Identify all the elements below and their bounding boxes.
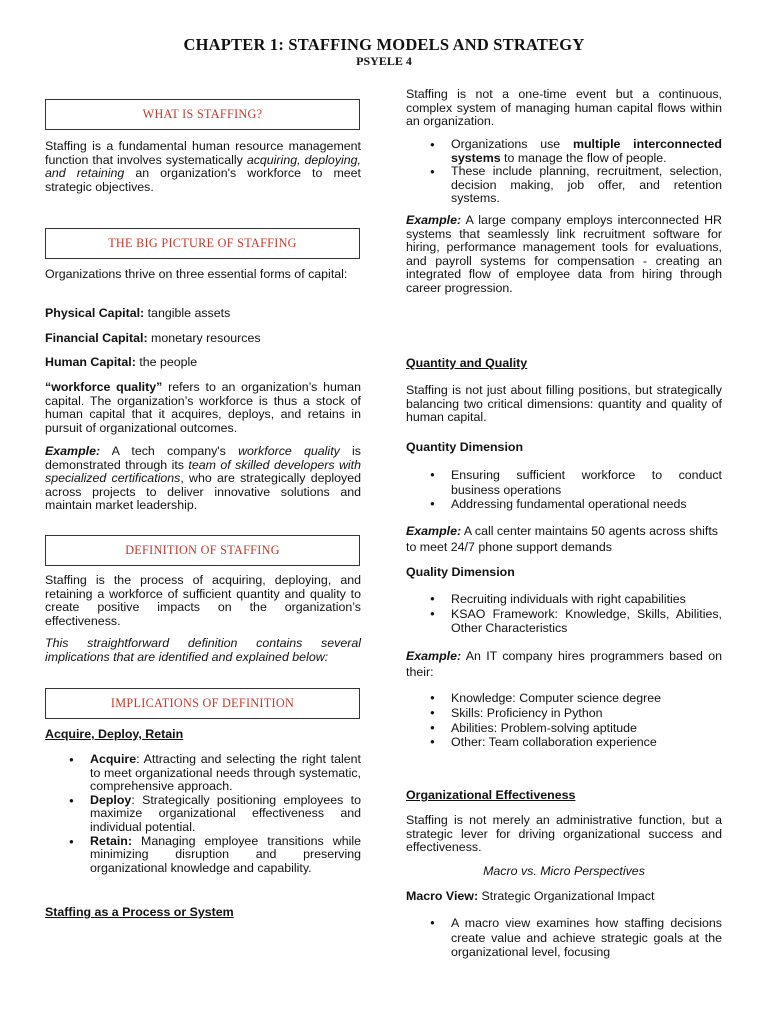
system-list	[406, 138, 722, 206]
label: Physical Capital:	[45, 306, 145, 320]
adr-heading: Acquire, Deploy, Retain	[45, 727, 184, 741]
text-run: A tech company's	[100, 444, 239, 458]
capital-intro: Organizations thrive on three essential forms of capital:	[45, 267, 348, 281]
org-effectiveness-text: Staffing is not merely an administrative function, but a strategic lever for driving organizational success and effectiveness.	[406, 813, 722, 855]
quantity-quality-text: Staffing is not just about filling positions, but strategically balancing two critical dimensions: quantity and quality of human capital.	[406, 383, 722, 425]
list-item	[45, 794, 361, 835]
text-run: Strategic Organizational Impact	[478, 889, 655, 903]
text-run: , who are strategically deployed across projects to deliver innovative solutions and maintain market leadership.	[45, 471, 361, 513]
text-run: Managing employee transitions while minimizing disruption and preserving organizational knowledge and capability.	[90, 833, 361, 875]
financial-capital	[45, 332, 361, 346]
text-run: an organization's workforce to meet strategic objectives.	[45, 166, 361, 194]
list-item	[406, 138, 722, 165]
list-item: ● Ensuring sufficient workforce to conduct business operations	[406, 468, 722, 497]
list-item: ● Other: Team collaboration experience	[406, 735, 722, 750]
example-label: Example:	[406, 649, 462, 663]
text-run: the people	[135, 355, 198, 369]
what-is-staffing-text	[45, 140, 361, 194]
text-run: is demonstrated through its	[45, 444, 361, 472]
label: “workforce quality”	[45, 380, 163, 394]
label: Retain:	[90, 833, 132, 848]
text-run: These include planning, recruitment, selection, decision making, job offer, and retention systems.	[451, 164, 722, 206]
macro-view	[406, 890, 722, 904]
text-run: Organizations use	[451, 137, 573, 151]
text-run: A large company employs interconnected HR systems that seamlessly link recruitment software for hiring, performance management tools for evaluations, and payroll systems for compensation - creating an integrated flow of employee data from hiring through career progression.	[406, 213, 722, 295]
macro-micro-heading: Macro vs. Micro Perspectives	[483, 864, 645, 878]
list-item: ● Skills: Proficiency in Python	[406, 706, 722, 721]
example-label: Example:	[406, 213, 462, 227]
quantity-dimension-heading: Quantity Dimension	[406, 440, 524, 454]
label: Macro View:	[406, 889, 479, 903]
text-run: An IT company hires programmers based on their:	[406, 649, 722, 679]
example-label: Example:	[45, 444, 101, 458]
section-box-what-is-staffing: WHAT IS STAFFING?	[45, 99, 360, 130]
text-run: : Strategically positioning employees to maximize organizational effectiveness and individual potential.	[90, 792, 361, 834]
italic-run: acquiring, deploying, and retaining	[45, 152, 361, 181]
text-run: to manage the flow of people.	[500, 150, 667, 165]
text-run: monetary resources	[147, 331, 261, 345]
quantity-quality-heading: Quantity and Quality	[406, 356, 528, 370]
physical-capital	[45, 307, 361, 321]
label: Acquire	[90, 752, 137, 766]
text-run: A call center maintains 50 agents across shifts to meet 24/7 phone support demands	[406, 524, 718, 554]
example-hr-systems	[406, 214, 722, 296]
list-item	[45, 835, 361, 876]
list-item: ● Addressing fundamental operational needs	[406, 497, 722, 512]
course-code: PSYELE 4	[356, 54, 412, 68]
list-item: ● Knowledge: Computer science degree	[406, 691, 722, 706]
definition-text: Staffing is the process of acquiring, deploying, and retaining a workforce of sufficient quantity and quality to create positive impacts on the organization’s effectiveness.	[45, 573, 361, 628]
italic-run: workforce quality	[238, 444, 340, 458]
list-item	[406, 165, 722, 206]
quality-dimension-heading: Quality Dimension	[406, 565, 515, 579]
label: Deploy	[90, 792, 132, 807]
text-run: Staffing is a fundamental human resource management function that involves systematically	[45, 139, 361, 167]
list-item	[45, 753, 361, 794]
list-item: ● Recruiting individuals with right capabilities	[406, 592, 722, 607]
definition-note: This straightforward definition contains several implications that are identified and explained below:	[45, 636, 361, 664]
org-effectiveness-heading: Organizational Effectiveness	[406, 788, 576, 802]
list-item: ● KSAO Framework: Knowledge, Skills, Abilities, Other Characteristics	[406, 607, 722, 636]
label: Human Capital:	[45, 355, 136, 369]
section-box-big-picture: THE BIG PICTURE OF STAFFING	[45, 228, 360, 259]
adr-list	[45, 753, 361, 875]
human-capital	[45, 356, 361, 370]
ksao-example-list	[406, 691, 722, 750]
text-run: refers to an organization’s human capital. The organization’s workforce is thus a stock of human capital that it acquires, deploys, and retains in pursuit of organizational outcomes.	[45, 380, 362, 435]
system-intro: Staffing is not a one-time event but a continuous, complex system of managing human capital flows within an organization.	[406, 87, 722, 129]
text-run: : Attracting and selecting the right talent to meet organizational needs through systematic, comprehensive approach.	[90, 752, 361, 794]
process-heading: Staffing as a Process or System	[45, 905, 234, 919]
section-box-implications: IMPLICATIONS OF DEFINITION	[45, 688, 360, 719]
label: Financial Capital:	[45, 331, 148, 345]
quantity-list	[406, 468, 722, 512]
page-title: CHAPTER 1: STAFFING MODELS AND STRATEGY	[183, 35, 585, 54]
example-call-center	[406, 524, 722, 555]
italic-run: team of skilled developers with specialized certifications	[45, 457, 361, 486]
example-label: Example:	[406, 524, 462, 538]
text-run: tangible assets	[144, 306, 231, 320]
quality-list	[406, 592, 722, 636]
list-item: ● A macro view examines how staffing decisions create value and achieve strategic goals at the organizational level, focusing	[406, 916, 722, 960]
list-item: ● Abilities: Problem-solving aptitude	[406, 721, 722, 736]
example-tech-company	[45, 445, 361, 513]
workforce-quality-text	[45, 381, 361, 435]
macro-list	[406, 916, 722, 960]
section-box-definition: DEFINITION OF STAFFING	[45, 535, 360, 566]
example-it-company	[406, 649, 722, 680]
bold-run: multiple interconnected systems	[451, 137, 723, 165]
